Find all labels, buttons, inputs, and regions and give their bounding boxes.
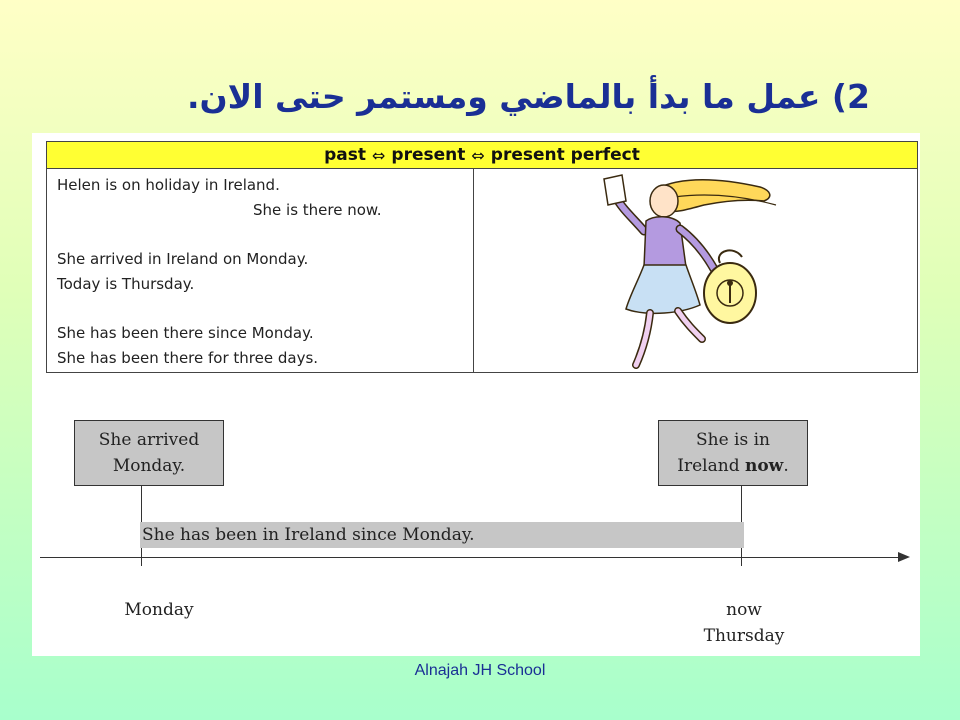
now-label: now — [726, 600, 762, 620]
line-gap — [57, 297, 473, 321]
slide-title: 2) عمل ما بدأ بالماضي ومستمر حتى الان. — [186, 77, 870, 116]
content-panel — [32, 133, 920, 656]
line-gap — [57, 223, 473, 247]
table-body — [47, 169, 917, 373]
start-event-box — [74, 420, 224, 486]
now-event-prefix: Ireland — [677, 456, 745, 476]
now-event-line: She is in — [695, 430, 770, 450]
now-thursday-label — [684, 597, 804, 649]
double-arrow-icon: ⇔ — [372, 145, 386, 165]
woman-with-suitcase-icon — [564, 171, 804, 371]
now-event-emphasis: now — [744, 456, 784, 476]
illustration-cell — [474, 169, 917, 373]
header-word-present: present — [391, 145, 466, 165]
monday-label: Monday — [124, 600, 194, 620]
header-word-present-perfect: present perfect — [490, 145, 640, 165]
now-event-box — [658, 420, 808, 486]
start-event-line: Monday. — [112, 456, 186, 476]
grammar-table — [46, 141, 918, 373]
example-text-cell — [47, 169, 474, 373]
example-line: She is there now. — [253, 201, 382, 219]
start-event-line: She arrived — [98, 430, 200, 450]
timeline-diagram — [32, 393, 920, 656]
example-line: She arrived in Ireland on Monday. — [57, 250, 309, 268]
table-header — [47, 142, 917, 169]
arrow-right-icon — [898, 552, 910, 562]
now-event-line — [659, 453, 807, 479]
now-event-suffix: . — [783, 456, 789, 476]
duration-bar: She has been in Ireland since Monday. — [140, 522, 744, 548]
header-word-past: past — [324, 145, 366, 165]
thursday-label: Thursday — [703, 626, 785, 646]
footer-school-name: Alnajah JH School — [414, 662, 546, 679]
double-arrow-icon: ⇔ — [471, 145, 485, 165]
example-line: Today is Thursday. — [57, 275, 195, 293]
example-line: Helen is on holiday in Ireland. — [57, 176, 280, 194]
time-axis — [40, 557, 902, 558]
example-line: She has been there for three days. — [57, 349, 319, 367]
example-line: She has been there since Monday. — [57, 324, 314, 342]
